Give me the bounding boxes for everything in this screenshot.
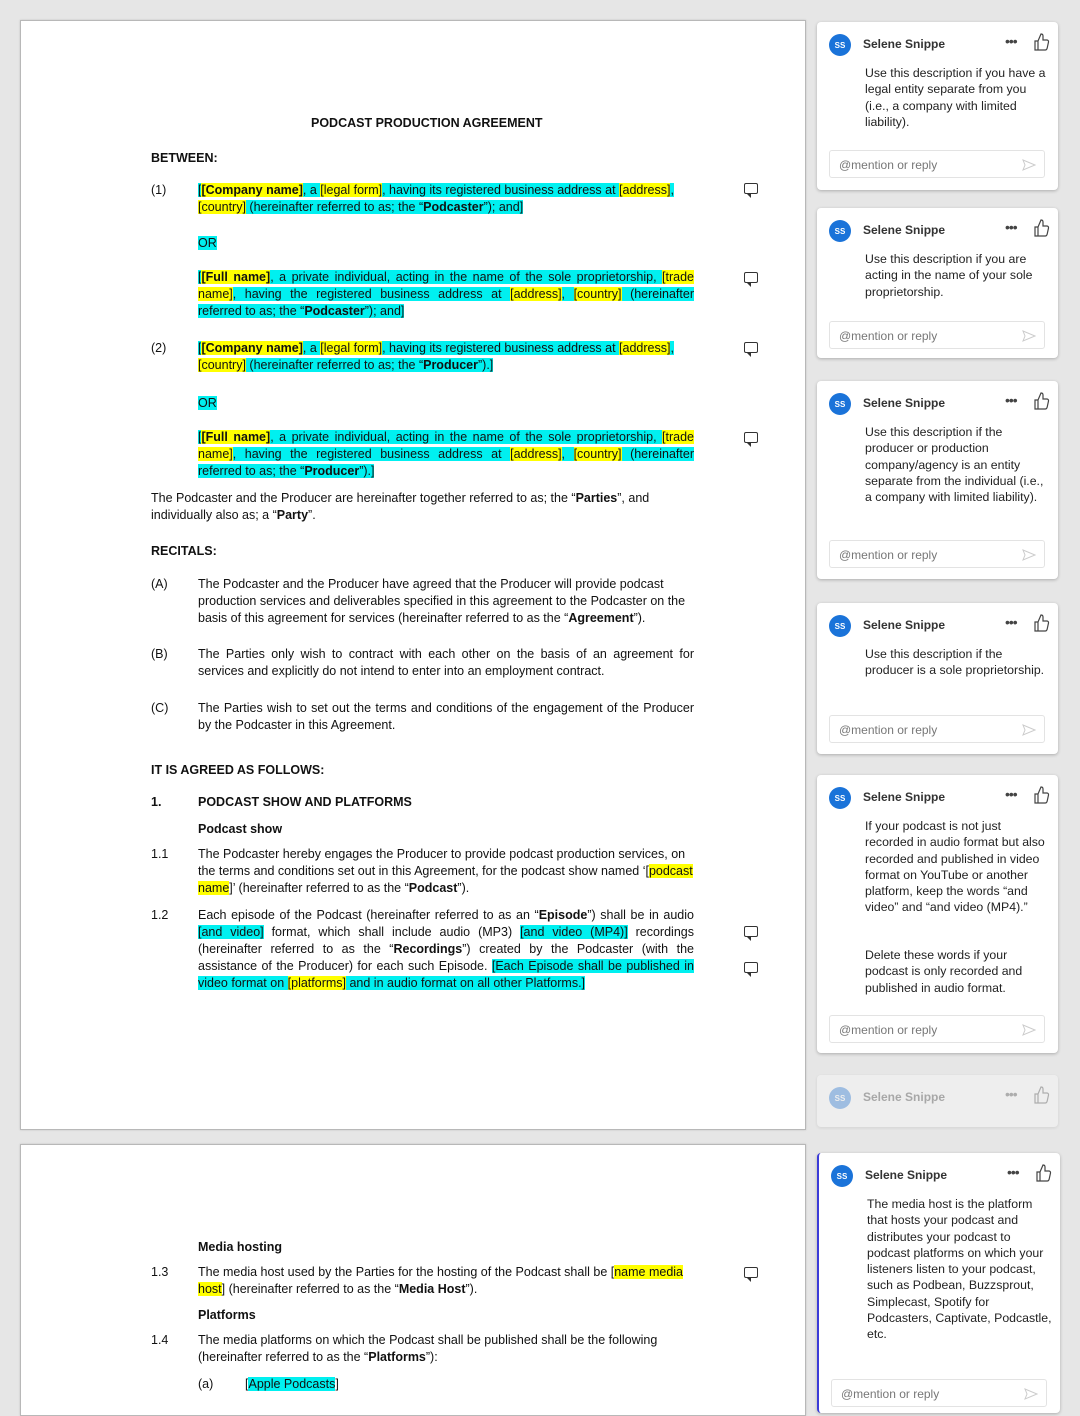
clause-1-4: The media platforms on which the Podcast shall be published shall be the following (hereinafter referred to as the “Platforms”):: [198, 1333, 658, 1364]
between-heading: BETWEEN:: [151, 151, 218, 165]
comment-card[interactable]: [817, 381, 1058, 579]
or-separator-2: OR: [198, 396, 217, 410]
avatar: SS: [829, 220, 851, 242]
party1-number: (1): [151, 183, 167, 197]
thumbs-up-icon[interactable]: [1032, 218, 1050, 238]
recital-c: The Parties wish to set out the terms and conditions of the engagement of the Producer by the Podcaster in this Agreement.: [198, 701, 694, 732]
comment-card[interactable]: [817, 22, 1058, 190]
reply-input[interactable]: [829, 1015, 1045, 1043]
recital-a: The Podcaster and the Producer have agreed that the Producer will provide podcast production services and deliverables specified in this agreement to the Podcaster on the basis of this agreement for services (hereinafter referred to as the “Agreement”).: [198, 577, 686, 625]
reply-placeholder: @mention or reply: [839, 723, 938, 737]
reply-input[interactable]: [829, 540, 1045, 568]
reply-placeholder: @mention or reply: [839, 548, 938, 562]
more-options-icon[interactable]: •••: [1005, 1086, 1017, 1102]
clause-1-1: The Podcaster hereby engages the Producer to provide podcast production services, on the terms and conditions set out in this Agreement, for the podcast show named ‘[podcast name]’ (hereinafter referred to as the “Podcast”).: [198, 847, 693, 895]
comment-author: Selene Snippe: [863, 223, 946, 237]
reply-input[interactable]: [829, 150, 1045, 178]
avatar: SS: [829, 1087, 851, 1109]
comment-icon[interactable]: [744, 926, 758, 937]
section-1-number: 1.: [151, 795, 162, 809]
send-icon[interactable]: [1022, 330, 1036, 342]
party1-individual-clause[interactable]: [[Full name], a private individual, acting in the name of the sole proprietorship, [trade name], having the registered business address at [address], [country] (hereinafter referred to as; the “Podcaster”); and]: [198, 270, 695, 318]
reply-input[interactable]: [829, 715, 1045, 743]
party2-company-clause[interactable]: [[Company name], a [legal form], having its registered business address at [address],[country] (hereinafter referred to as; the “Producer”).]: [198, 341, 674, 372]
parties-definition: The Podcaster and the Producer are hereinafter together referred to as; the “Parties”, and individually also as; a “Party”.: [151, 491, 650, 522]
comment-card-collapsed[interactable]: [817, 1075, 1058, 1127]
more-options-icon[interactable]: •••: [1005, 392, 1017, 408]
recital-b: The Parties only wish to contract with each other on the basis of an agreement for services and explicitly do not intend to enter into an employment contract.: [198, 647, 694, 678]
comment-icon[interactable]: [744, 272, 758, 283]
comment-text: Use this description if you are acting in the name of your sole proprietorship.: [865, 252, 1033, 299]
thumbs-up-icon[interactable]: [1032, 1085, 1050, 1105]
subheading-media-hosting: Media hosting: [198, 1240, 283, 1254]
avatar: SS: [829, 615, 851, 637]
reply-placeholder: @mention or reply: [839, 1023, 938, 1037]
thumbs-up-icon[interactable]: [1032, 391, 1050, 411]
comment-author: Selene Snippe: [863, 618, 946, 632]
comment-text: The media host is the platform that hosts your podcast and distributes your podcast to podcast platforms on which your listeners listen to your podcast, such as Podbean, Buzzsprout, Simplecast, Spotify for Podcasters, Captivate, Podcastle, etc.: [867, 1197, 1052, 1342]
more-options-icon[interactable]: •••: [1005, 219, 1017, 235]
thumbs-up-icon[interactable]: [1032, 613, 1050, 633]
comment-author: Selene Snippe: [863, 396, 946, 410]
comment-text: Use this description if the producer or production company/agency is an entity separate from the individual (i.e., a company with limited liability).: [865, 425, 1044, 505]
send-icon[interactable]: [1022, 724, 1036, 736]
section-1-title: PODCAST SHOW AND PLATFORMS: [198, 795, 412, 809]
subheading-platforms: Platforms: [198, 1308, 256, 1322]
subheading-podcast-show: Podcast show: [198, 822, 283, 836]
recital-a-number: (A): [151, 577, 168, 591]
comment-author: Selene Snippe: [865, 1168, 948, 1182]
party1-company-clause[interactable]: [[Company name], a [legal form], having its registered business address at [address],[country] (hereinafter referred to as; the “Podcaster”); and]: [198, 183, 674, 214]
reply-placeholder: @mention or reply: [839, 329, 938, 343]
send-icon[interactable]: [1022, 159, 1036, 171]
comment-text-2: Delete these words if your podcast is only recorded and published in audio format.: [865, 948, 1023, 995]
clause-1-3: The media host used by the Parties for the hosting of the Podcast shall be [name media host] (hereinafter referred to as the “Media Host”).: [198, 1265, 684, 1296]
or-separator-1: OR: [198, 236, 217, 250]
reply-input[interactable]: [829, 321, 1045, 349]
comment-author: Selene Snippe: [863, 1090, 946, 1104]
reply-placeholder: @mention or reply: [841, 1387, 940, 1401]
send-icon[interactable]: [1022, 1024, 1036, 1036]
comment-author: Selene Snippe: [863, 790, 946, 804]
comment-icon[interactable]: [744, 342, 758, 353]
comment-icon[interactable]: [744, 962, 758, 973]
comment-card-active[interactable]: [817, 1153, 1060, 1413]
avatar: SS: [831, 1165, 853, 1187]
clause-1-3-number: 1.3: [151, 1265, 169, 1279]
comment-card[interactable]: [817, 208, 1058, 358]
document-title: PODCAST PRODUCTION AGREEMENT: [311, 116, 543, 130]
reply-input[interactable]: [831, 1379, 1047, 1407]
comment-card[interactable]: [817, 603, 1058, 754]
reply-placeholder: @mention or reply: [839, 158, 938, 172]
recital-b-number: (B): [151, 647, 168, 661]
clause-1-2-number: 1.2: [151, 908, 169, 922]
thumbs-up-icon[interactable]: [1032, 32, 1050, 52]
send-icon[interactable]: [1024, 1388, 1038, 1400]
recital-c-number: (C): [151, 701, 169, 715]
party2-number: (2): [151, 341, 167, 355]
document-page-1: [20, 20, 806, 1130]
recitals-heading: RECITALS:: [151, 544, 217, 558]
comment-icon[interactable]: [744, 1267, 758, 1278]
more-options-icon[interactable]: •••: [1005, 614, 1017, 630]
comment-text: If your podcast is not just recorded in audio format but also recorded and published in video format on YouTube or another platform, keep the words “and video” and “and video (MP4).”: [865, 819, 1045, 915]
thumbs-up-icon[interactable]: [1032, 785, 1050, 805]
item-a: [Apple Podcasts]: [245, 1377, 339, 1391]
comment-author: Selene Snippe: [863, 37, 946, 51]
document-page-2: [20, 1144, 806, 1416]
agreed-heading: IT IS AGREED AS FOLLOWS:: [151, 763, 325, 777]
avatar: SS: [829, 34, 851, 56]
more-options-icon[interactable]: •••: [1007, 1164, 1019, 1180]
clause-1-2: Each episode of the Podcast (hereinafter referred to as an “Episode”) shall be in audio [and video] format, which shall include audio (MP3) [and video (MP4)] recordings (hereinafter referred to as the “Recordings”) created by the Podcaster (with the assistance of the Producer) for each such Episode. [Each Episode shall be published in video format on [platforms] and in audio format on all other Platforms.]: [198, 908, 694, 990]
avatar: SS: [829, 787, 851, 809]
more-options-icon[interactable]: •••: [1005, 33, 1017, 49]
item-a-number: (a): [198, 1377, 214, 1391]
clause-1-4-number: 1.4: [151, 1333, 169, 1347]
comment-icon[interactable]: [744, 432, 758, 443]
comment-card[interactable]: [817, 775, 1058, 1053]
comment-icon[interactable]: [744, 183, 758, 194]
party2-individual-clause[interactable]: [[Full name], a private individual, acting in the name of the sole proprietorship, [trade name], having the registered business address at [address], [country] (hereinafter referred to as; the “Producer”).]: [198, 430, 695, 478]
comment-text: Use this description if the producer is a sole proprietorship.: [865, 647, 1045, 678]
comment-text: Use this description if you have a legal entity separate from you (i.e., a company with limited liability).: [865, 66, 1046, 129]
avatar: SS: [829, 393, 851, 415]
more-options-icon[interactable]: •••: [1005, 786, 1017, 802]
send-icon[interactable]: [1022, 549, 1036, 561]
thumbs-up-icon[interactable]: [1034, 1163, 1052, 1183]
clause-1-1-number: 1.1: [151, 847, 169, 861]
